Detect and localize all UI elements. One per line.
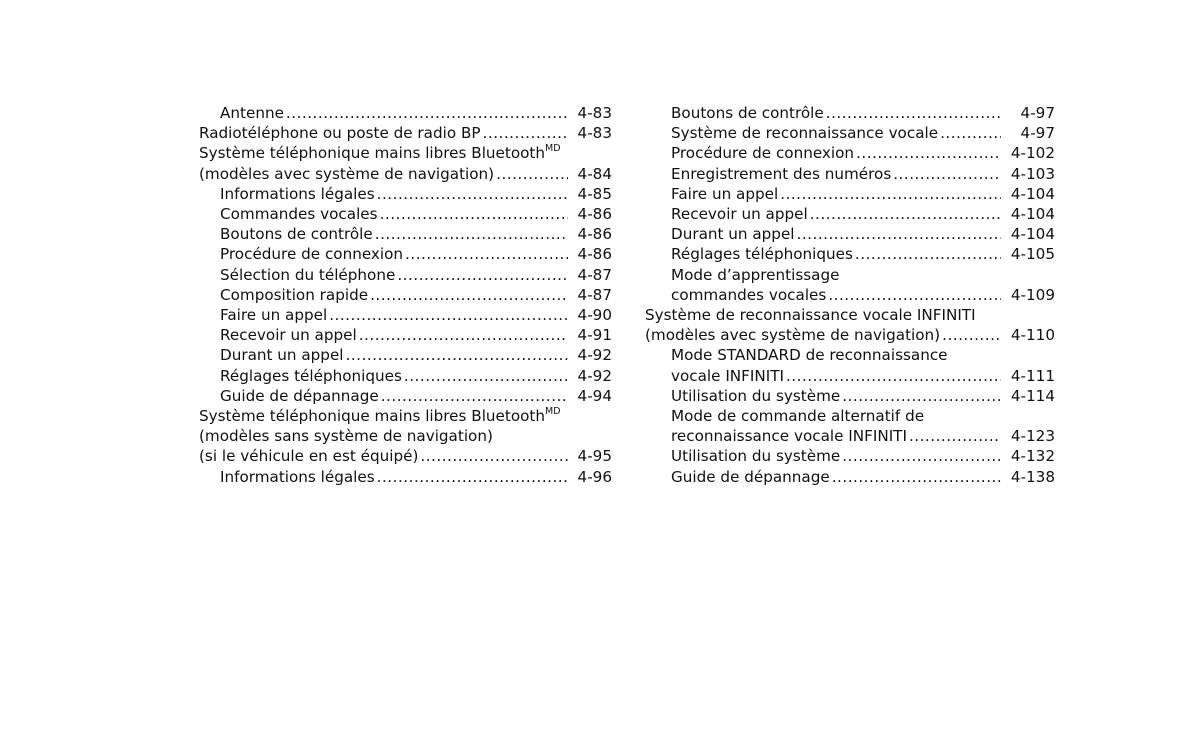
toc-entry-composition-rapide[interactable] [199,285,612,305]
toc-page-number: 4-97 [1020,104,1055,122]
toc-entry-title: Utilisation du système [671,447,841,466]
toc-page-number: 4-97 [1020,124,1055,143]
toc-page-number: 4-132 [1010,447,1055,466]
toc-entry-guide-de-depannage[interactable] [645,467,1055,487]
dot-leader [832,467,1001,487]
toc-page-number: 4-91 [577,326,612,345]
toc-entry-utilisation-du-systeme-2[interactable] [645,446,1055,466]
trademark-superscript: MD [545,405,561,417]
toc-entry-title-line: Mode de commande alternatif de [671,407,925,426]
toc-page-number: 4-109 [1010,285,1055,304]
toc-entry-title-line: Mode STANDARD de reconnaissance [671,346,948,365]
toc-entry-recevoir-un-appel[interactable] [645,204,1055,224]
toc-entry-mode-apprentissage[interactable] [645,265,1055,305]
dot-leader [370,285,567,305]
toc-entry-title: Composition rapide [220,285,369,304]
toc-entry-title: Faire un appel [220,306,328,325]
dot-leader [496,164,567,184]
dot-leader [797,224,1001,244]
dot-leader [856,143,1001,163]
toc-page-number: 4-104 [1010,225,1055,244]
toc-entry-title: Informations légales [220,467,375,486]
toc-left-column [199,103,612,487]
toc-entry-title: Boutons de contrôle [671,104,824,122]
toc-entry-reconnaissance-vocale-infiniti[interactable] [645,305,1055,345]
toc-entry-bluetooth-avec-navigation[interactable] [199,143,612,183]
toc-entry-reglages-telephoniques[interactable] [645,244,1055,264]
dot-leader [377,184,568,204]
dot-leader [940,123,1001,143]
dot-leader [286,103,568,123]
toc-entry-informations-legales[interactable] [199,184,612,204]
toc-page-number: 4-104 [1010,184,1055,203]
dot-leader [381,386,568,406]
toc-page-number: 4-102 [1010,144,1055,163]
toc-entry-title: Système de reconnaissance vocale [671,124,939,143]
toc-page-number: 4-86 [577,205,612,224]
toc-page-number: 4-111 [1010,366,1055,385]
toc-entry-commandes-vocales[interactable] [199,204,612,224]
toc-entry-mode-standard[interactable] [645,345,1055,385]
toc-entry-title: Guide de dépannage [220,386,379,405]
dot-leader [855,244,1001,264]
toc-entry-recevoir-un-appel[interactable] [199,325,612,345]
dot-leader [329,305,567,325]
toc-entry-title: Durant un appel [671,225,795,244]
toc-entry-informations-legales-2[interactable] [199,467,612,487]
toc-page-number: 4-86 [577,245,612,264]
toc-entry-title: Informations légales [220,184,375,203]
toc-page-number: 4-92 [577,346,612,365]
toc-entry-title-line: Système de reconnaissance vocale INFINITI [645,306,976,325]
dot-leader [810,204,1001,224]
toc-entry-title: Durant un appel [220,346,344,365]
toc-entry-title-line: (modèles avec système de navigation) [645,326,941,345]
toc-entry-title: Radiotéléphone ou poste de radio BP [199,124,481,143]
toc-entry-mode-commande-alternatif[interactable] [645,406,1055,446]
dot-leader [359,325,568,345]
toc-page-number: 4-86 [577,225,612,244]
toc-entry-title: Sélection du téléphone [220,265,396,284]
dot-leader [780,184,1001,204]
toc-entry-title-line: Mode d’apprentissage [671,265,840,284]
toc-entry-selection-du-telephone[interactable] [199,265,612,285]
toc-entry-title: Commandes vocales [220,205,378,224]
dot-leader [397,265,567,285]
toc-entry-title-line: Système téléphonique mains libres Bluetooth [199,407,545,426]
toc-page-number: 4-103 [1010,164,1055,183]
toc-entry-procedure-de-connexion[interactable] [199,244,612,264]
toc-entry-title-line: commandes vocales [671,285,827,304]
dot-leader [346,345,568,365]
toc-page-number: 4-92 [577,366,612,385]
toc-entry-title-line: (modèles sans système de navigation) [199,427,493,446]
dot-leader [842,386,1001,406]
dot-leader [909,426,1001,446]
toc-entry-bluetooth-sans-navigation[interactable] [199,406,612,467]
toc-entry-title: Antenne [220,104,284,122]
toc-entry-systeme-de-reconnaissance-vocale[interactable] [645,123,1055,143]
toc-entry-title: Utilisation du système [671,386,841,405]
toc-entry-title: Enregistrement des numéros [671,164,892,183]
toc-page-number: 4-83 [577,104,612,122]
toc-page-number: 4-105 [1010,245,1055,264]
toc-entry-title: Recevoir un appel [671,205,808,224]
toc-entry-title: Procédure de connexion [220,245,404,264]
dot-leader [483,123,568,143]
toc-entry-boutons-de-controle[interactable] [645,103,1055,123]
toc-page-number: 4-94 [577,386,612,405]
toc-page-number: 4-114 [1010,386,1055,405]
toc-right-column [645,103,1055,487]
toc-page-number: 4-95 [577,447,612,466]
toc-page-number: 4-90 [577,306,612,325]
toc-entry-boutons-de-controle[interactable] [199,224,612,244]
toc-page-number: 4-123 [1010,427,1055,446]
dot-leader [826,103,1001,123]
dot-leader [420,446,567,466]
toc-page-number: 4-110 [1010,326,1055,345]
toc-entry-title: Procédure de connexion [671,144,855,163]
toc-entry-title-line: vocale INFINITI [671,366,784,385]
toc-entry-title: Guide de dépannage [671,467,830,486]
toc-entry-title-line: reconnaissance vocale INFINITI [671,427,907,446]
trademark-superscript: MD [545,143,561,155]
toc-entry-title-line: (si le véhicule en est équipé) [199,447,419,466]
toc-entry-title: Recevoir un appel [220,326,357,345]
dot-leader [377,467,568,487]
toc-page-number: 4-84 [577,164,612,183]
toc-entry-reglages-telephoniques[interactable] [199,366,612,386]
toc-entry-title-line: (modèles avec système de navigation) [199,164,495,183]
dot-leader [405,244,567,264]
toc-entry-title: Réglages téléphoniques [220,366,402,385]
dot-leader [375,224,568,244]
dot-leader [404,366,568,386]
toc-page-number: 4-104 [1010,205,1055,224]
toc-entry-faire-un-appel[interactable] [645,184,1055,204]
toc-entry-procedure-de-connexion[interactable] [645,143,1055,163]
dot-leader [942,325,1001,345]
toc-entry-antenne[interactable] [199,103,612,123]
toc-entry-title: Réglages téléphoniques [671,245,853,264]
toc-page-number: 4-138 [1010,467,1055,486]
toc-entry-radiotelephone[interactable] [199,123,612,143]
dot-leader [380,204,568,224]
toc-entry-title-line: Système téléphonique mains libres Bluetooth [199,144,545,163]
toc-entry-title: Boutons de contrôle [220,225,373,244]
toc-page-number: 4-87 [577,265,612,284]
toc-page-number: 4-85 [577,184,612,203]
dot-leader [893,164,1001,184]
toc-entry-durant-un-appel[interactable] [199,345,612,365]
toc-page-number: 4-87 [577,285,612,304]
toc-page-number: 4-83 [577,124,612,143]
toc-entry-enregistrement-des-numeros[interactable] [645,164,1055,184]
toc-entry-utilisation-du-systeme[interactable] [645,386,1055,406]
toc-entry-durant-un-appel[interactable] [645,224,1055,244]
dot-leader [842,446,1001,466]
toc-entry-title: Faire un appel [671,184,779,203]
toc-page-number: 4-96 [577,467,612,486]
dot-leader [786,366,1001,386]
toc-entry-faire-un-appel[interactable] [199,305,612,325]
dot-leader [828,285,1001,305]
toc-entry-guide-de-depannage[interactable] [199,386,612,406]
